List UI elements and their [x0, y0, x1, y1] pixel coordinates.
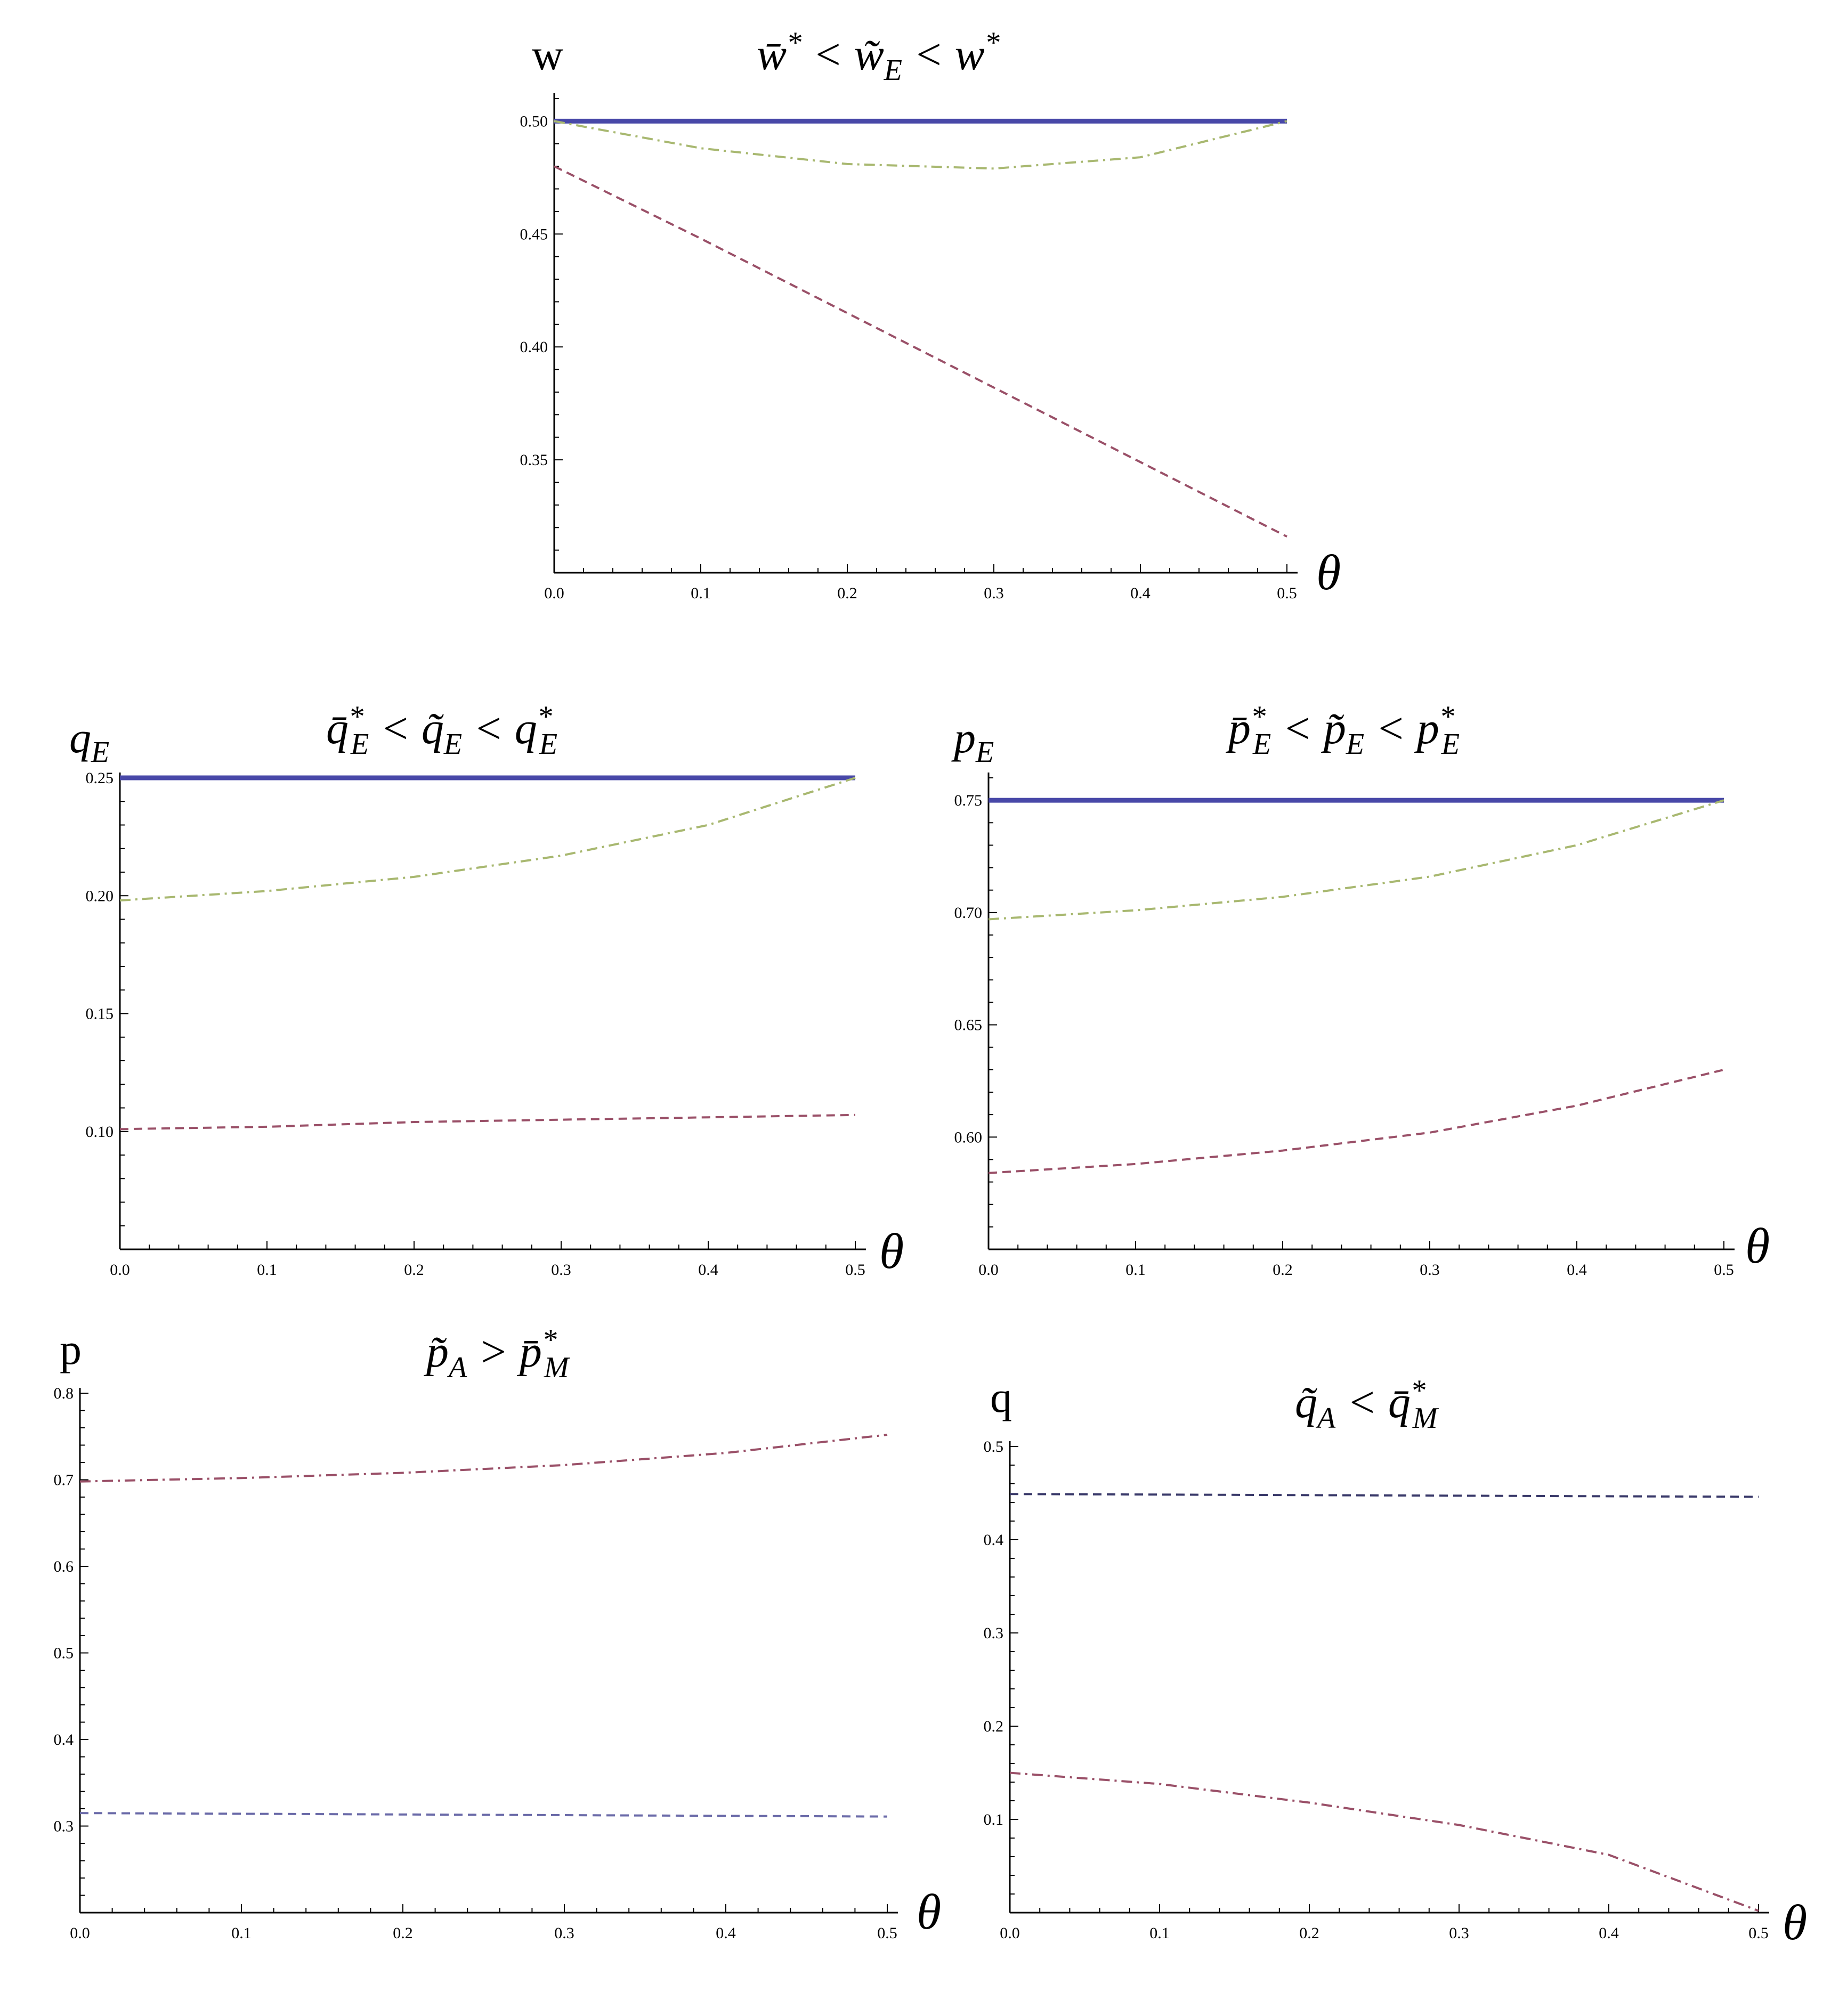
y-tick-label: 0.2	[983, 1718, 1003, 1735]
panel-w-axes	[520, 93, 1298, 602]
panel-q-xlabel: θ	[1783, 1895, 1808, 1950]
series-line-dashdot	[554, 121, 1287, 168]
panel-qE-title: q̄* $E < q̃_E < q^*$ E	[326, 700, 558, 761]
y-tick-label: 0.3	[983, 1624, 1003, 1642]
y-tick-label: 0.40	[520, 338, 548, 356]
y-tick-label: 0.15	[85, 1005, 114, 1023]
y-tick-label: 0.65	[954, 1016, 982, 1034]
y-tick-label: 0.25	[85, 769, 114, 787]
panel-p-title: $p̃_A$ > p̄* M	[426, 1323, 569, 1384]
y-tick-label: 0.20	[85, 887, 114, 905]
x-tick-label: 0.4	[716, 1924, 736, 1942]
x-tick-label: 0.0	[544, 584, 564, 602]
x-tick-label: 0.5	[1714, 1261, 1734, 1279]
panel-pE-ylabel: $p_E$	[954, 713, 994, 769]
x-tick-label: 0.3	[554, 1924, 574, 1942]
x-tick-label: 0.4	[1567, 1261, 1587, 1279]
panel-w-xlabel: θ	[1316, 545, 1341, 600]
y-tick-label: 0.5	[983, 1438, 1003, 1456]
panel-qE-axes	[86, 769, 866, 1279]
panel-q-axes	[984, 1438, 1770, 1942]
panel-q-lines	[1010, 1494, 1759, 1911]
series-line-dashdot	[1010, 1773, 1759, 1911]
y-tick-label: 0.4	[983, 1531, 1003, 1549]
x-tick-label: 0.2	[837, 584, 857, 602]
y-tick-label: 0.4	[53, 1731, 74, 1749]
y-tick-label: 0.1	[983, 1811, 1003, 1828]
y-tick-label: 0.7	[53, 1471, 74, 1489]
panel-w-ylabel: w	[532, 30, 564, 79]
y-tick-label: 0.8	[53, 1385, 74, 1402]
x-tick-label: 0.0	[978, 1261, 999, 1279]
y-tick-label: 0.45	[520, 225, 548, 243]
x-tick-label: 0.0	[70, 1924, 90, 1942]
panel-pE-xlabel: θ	[1745, 1218, 1770, 1274]
panel-pE-axes	[954, 773, 1735, 1279]
series-line-dashed	[989, 1070, 1724, 1173]
panel-qE-ylabel: $q_E$	[69, 713, 110, 769]
x-tick-label: 0.5	[1748, 1924, 1769, 1942]
series-line-dashed	[554, 166, 1287, 536]
panel-p	[54, 1323, 942, 1942]
panel-q-title: $q̃_A$ < q̄* M	[1295, 1374, 1438, 1435]
panel-q	[984, 1373, 1808, 1950]
panel-qE	[69, 700, 904, 1279]
x-tick-label: 0.2	[1299, 1924, 1319, 1942]
x-tick-label: 0.5	[845, 1261, 865, 1279]
x-tick-label: 0.3	[551, 1261, 571, 1279]
y-tick-label: 0.50	[520, 112, 548, 131]
y-tick-label: 0.3	[53, 1817, 74, 1835]
x-tick-label: 0.3	[984, 584, 1004, 602]
y-tick-label: 0.35	[520, 451, 548, 469]
x-tick-label: 0.0	[110, 1261, 130, 1279]
x-tick-label: 0.4	[1599, 1924, 1619, 1942]
x-tick-label: 0.2	[393, 1924, 413, 1942]
x-tick-label: 0.0	[1000, 1924, 1020, 1942]
series-line-dashdot	[80, 1435, 887, 1482]
x-tick-label: 0.5	[1277, 584, 1297, 602]
y-tick-label: 0.10	[85, 1123, 114, 1141]
panel-p-ylabel: p	[60, 1325, 82, 1373]
y-tick-label: 0.6	[53, 1558, 74, 1575]
y-tick-label: 0.5	[53, 1644, 74, 1662]
x-tick-label: 0.1	[1125, 1261, 1146, 1279]
x-tick-label: 0.1	[1149, 1924, 1170, 1942]
panel-qE-lines	[120, 778, 855, 1129]
x-tick-label: 0.1	[257, 1261, 277, 1279]
x-tick-label: 0.4	[1130, 584, 1151, 602]
series-line-dashed	[120, 1115, 855, 1129]
panel-w-lines	[554, 121, 1287, 536]
series-line-dashdot	[120, 778, 855, 900]
x-tick-label: 0.3	[1420, 1261, 1440, 1279]
series-line-dashdot	[989, 800, 1724, 919]
x-tick-label: 0.5	[877, 1924, 897, 1942]
y-tick-label: 0.60	[954, 1128, 982, 1147]
x-tick-label: 0.2	[404, 1261, 424, 1279]
x-tick-label: 0.2	[1273, 1261, 1293, 1279]
panel-w	[520, 26, 1341, 602]
panel-w-title: w̄* < $w̃_E < w^*$	[757, 26, 1000, 87]
y-tick-label: 0.70	[954, 904, 982, 922]
panel-p-xlabel: θ	[917, 1884, 942, 1940]
panel-p-lines	[80, 1435, 887, 1817]
panel-pE-lines	[989, 800, 1724, 1173]
series-line-dashed	[80, 1813, 887, 1817]
x-tick-label: 0.3	[1449, 1924, 1469, 1942]
panel-qE-xlabel: θ	[879, 1224, 904, 1279]
x-tick-label: 0.4	[698, 1261, 718, 1279]
x-tick-label: 0.1	[691, 584, 711, 602]
x-tick-label: 0.1	[231, 1924, 252, 1942]
panel-pE	[951, 700, 1770, 1279]
panel-q-ylabel: q	[990, 1373, 1012, 1421]
series-line-dashed	[1010, 1494, 1759, 1497]
panel-pE-title: p̄* $E < p̃_E < p^*$ E	[1228, 700, 1460, 761]
y-tick-label: 0.75	[954, 792, 982, 810]
